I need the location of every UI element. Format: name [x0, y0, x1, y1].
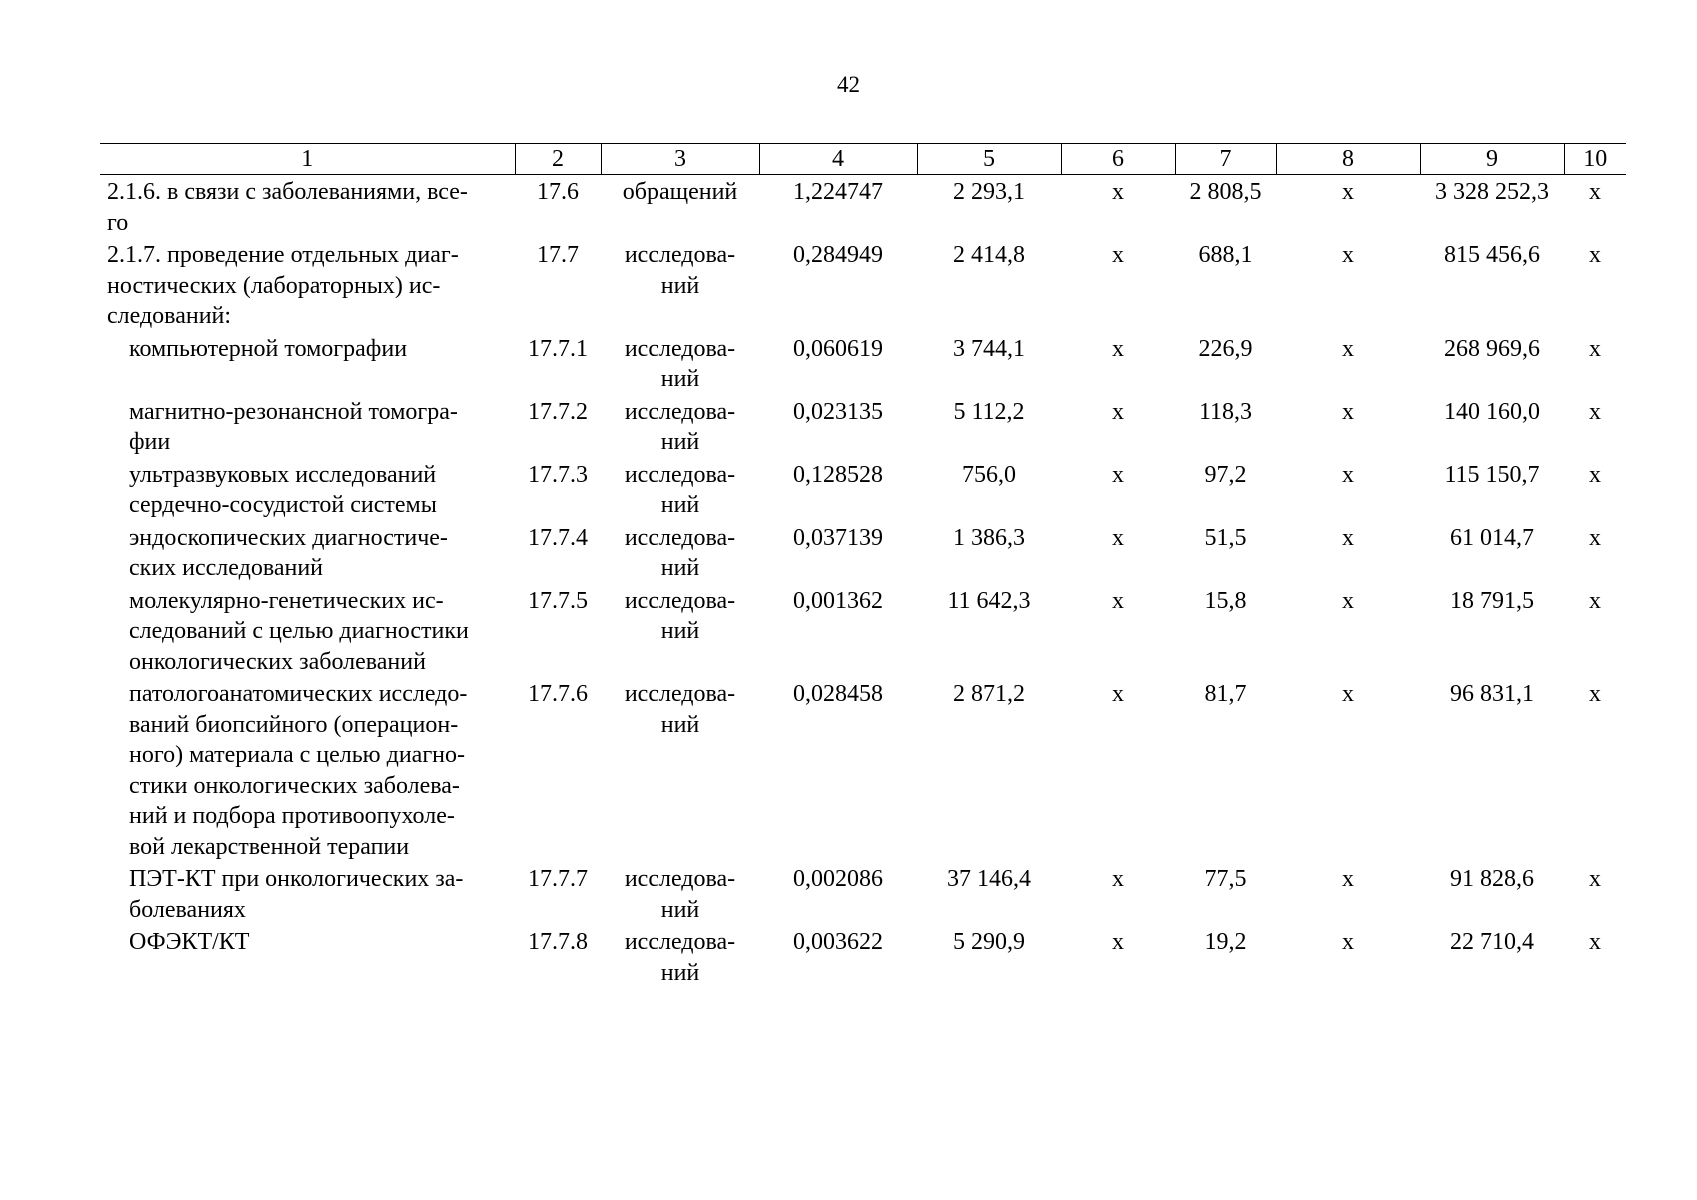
row-name: молекулярно-генетических ис- следований с целью диагностики онкологических заболеваний	[129, 587, 469, 675]
row-name-cell	[100, 238, 515, 332]
cell-c7: 226,9	[1198, 335, 1253, 362]
cell-c8: х	[1342, 587, 1354, 614]
cell-c10: х	[1589, 242, 1601, 268]
cell-c9: 268 969,6	[1444, 335, 1540, 362]
column-header: 1	[100, 144, 515, 175]
cell-unit: исследова- ний	[624, 524, 736, 581]
cell-c10: х	[1589, 335, 1601, 362]
row-name-cell	[100, 521, 515, 584]
cell-c5: 2 293,1	[953, 179, 1025, 205]
cell-c10: х	[1589, 461, 1601, 488]
cell-c10: х	[1589, 681, 1601, 707]
cell-c5: 3 744,1	[953, 335, 1025, 362]
row-name-cell	[100, 925, 515, 988]
table-row	[100, 458, 1626, 521]
cell-unit: исследова- ний	[624, 929, 736, 986]
cell-c6: х	[1112, 866, 1124, 892]
cell-c9: 91 828,6	[1450, 866, 1534, 892]
column-header: 7	[1175, 144, 1276, 175]
row-name: 2.1.6. в связи с заболеваниями, все- го	[107, 179, 468, 236]
cell-c4: 0,128528	[793, 461, 883, 488]
cell-c5: 5 112,2	[953, 398, 1025, 425]
row-name: компьютерной томографии	[129, 335, 408, 362]
cell-c4: 1,224747	[793, 179, 883, 205]
cell-c4: 0,002086	[793, 866, 883, 892]
row-name: 2.1.7. проведение отдельных диаг- ностических (лабораторных) ис- следований:	[107, 242, 459, 329]
table-row	[100, 175, 1626, 239]
row-name: ПЭТ-КТ при онкологических за- болеваниях	[129, 866, 464, 923]
cell-code: 17.7.1	[528, 335, 588, 362]
cell-c6: х	[1112, 398, 1124, 425]
cell-c7: 81,7	[1204, 681, 1247, 707]
row-name-cell	[100, 332, 515, 395]
cell-c9: 22 710,4	[1450, 929, 1534, 955]
column-header: 5	[917, 144, 1061, 175]
row-name-cell	[100, 677, 515, 862]
cell-c7: 97,2	[1204, 461, 1247, 488]
cell-c8: х	[1342, 242, 1354, 268]
row-name: патологоанатомических исследо- ваний биопсийного (операцион- ного) материала с целью диагно- стики онкологических заболева- ний и подбора противоопухоле- вой лекарственной терапии	[129, 681, 468, 860]
data-table	[100, 143, 1626, 988]
table-row	[100, 238, 1626, 332]
cell-c6: х	[1112, 461, 1124, 488]
cell-code: 17.6	[537, 179, 579, 205]
cell-c6: х	[1112, 929, 1124, 955]
cell-c10: х	[1589, 524, 1601, 551]
cell-c9: 140 160,0	[1444, 398, 1540, 425]
cell-code: 17.7.8	[528, 929, 588, 955]
cell-code: 17.7.3	[528, 461, 588, 488]
row-name: ультразвуковых исследований сердечно-сосудистой системы	[129, 461, 437, 518]
column-header: 9	[1420, 144, 1564, 175]
table-row	[100, 521, 1626, 584]
cell-c5: 37 146,4	[947, 866, 1031, 892]
cell-unit: исследова- ний	[624, 461, 736, 518]
cell-c9: 18 791,5	[1450, 587, 1534, 614]
row-name-cell	[100, 862, 515, 925]
cell-c8: х	[1342, 866, 1354, 892]
cell-c8: х	[1342, 461, 1354, 488]
cell-c9: 61 014,7	[1450, 524, 1534, 551]
cell-c5: 11 642,3	[947, 587, 1031, 614]
table-row	[100, 862, 1626, 925]
cell-c5: 5 290,9	[953, 929, 1025, 955]
cell-c9: 96 831,1	[1450, 681, 1534, 707]
cell-unit: исследова- ний	[624, 866, 736, 923]
cell-unit: обращений	[622, 179, 738, 205]
cell-unit: исследова- ний	[624, 398, 736, 455]
cell-code: 17.7	[537, 242, 579, 268]
column-header: 10	[1564, 144, 1626, 175]
row-name-cell	[100, 175, 515, 239]
cell-c10: х	[1589, 866, 1601, 892]
cell-c9: 815 456,6	[1444, 242, 1540, 268]
cell-c5: 2 871,2	[953, 681, 1025, 707]
cell-c6: х	[1112, 681, 1124, 707]
column-number-row	[100, 144, 1626, 175]
cell-c8: х	[1342, 929, 1354, 955]
row-name-cell	[100, 584, 515, 678]
table-row	[100, 677, 1626, 862]
cell-c8: х	[1342, 335, 1354, 362]
cell-c6: х	[1112, 242, 1124, 268]
column-header: 8	[1276, 144, 1420, 175]
cell-code: 17.7.6	[528, 681, 588, 707]
cell-c10: х	[1589, 587, 1601, 614]
cell-unit: исследова- ний	[624, 681, 736, 738]
cell-c9: 115 150,7	[1444, 461, 1540, 488]
cell-c4: 0,003622	[793, 929, 883, 955]
cell-c4: 0,037139	[793, 524, 883, 551]
cell-c7: 118,3	[1198, 398, 1253, 425]
cell-c6: х	[1112, 587, 1124, 614]
column-header: 3	[601, 144, 759, 175]
cell-code: 17.7.2	[528, 398, 588, 425]
table-row	[100, 925, 1626, 988]
cell-c6: х	[1112, 335, 1124, 362]
cell-c7: 2 808,5	[1189, 179, 1262, 205]
page-number: 42	[837, 72, 860, 97]
cell-c4: 0,023135	[793, 398, 883, 425]
cell-c5: 1 386,3	[953, 524, 1025, 551]
cell-code: 17.7.5	[528, 587, 588, 614]
table-row	[100, 395, 1626, 458]
cell-unit: исследова- ний	[624, 335, 736, 392]
cell-c8: х	[1342, 524, 1354, 551]
row-name: магнитно-резонансной томогра- фии	[129, 398, 458, 455]
cell-c8: х	[1342, 398, 1354, 425]
cell-c10: х	[1589, 398, 1601, 425]
row-name-cell	[100, 458, 515, 521]
cell-c7: 15,8	[1204, 587, 1247, 614]
cell-code: 17.7.7	[528, 866, 588, 892]
cell-c8: х	[1342, 681, 1354, 707]
cell-code: 17.7.4	[528, 524, 588, 551]
row-name-cell	[100, 395, 515, 458]
table-row	[100, 332, 1626, 395]
cell-c10: х	[1589, 179, 1601, 205]
cell-c5: 2 414,8	[953, 242, 1025, 268]
cell-c4: 0,284949	[793, 242, 883, 268]
cell-c10: х	[1589, 929, 1601, 955]
column-header: 2	[515, 144, 601, 175]
cell-c7: 688,1	[1198, 242, 1253, 268]
cell-c7: 77,5	[1204, 866, 1247, 892]
cell-c6: х	[1112, 179, 1124, 205]
cell-unit: исследова- ний	[624, 242, 736, 299]
cell-unit: исследова- ний	[624, 587, 736, 644]
cell-c4: 0,028458	[793, 681, 883, 707]
table-body	[100, 175, 1626, 989]
cell-c4: 0,060619	[793, 335, 883, 362]
column-header: 4	[759, 144, 917, 175]
table-row	[100, 584, 1626, 678]
cell-c8: х	[1342, 179, 1354, 205]
column-header: 6	[1061, 144, 1175, 175]
cell-c5: 756,0	[962, 461, 1016, 488]
cell-c6: х	[1112, 524, 1124, 551]
cell-c7: 51,5	[1204, 524, 1247, 551]
cell-c9: 3 328 252,3	[1435, 179, 1549, 205]
cell-c4: 0,001362	[793, 587, 883, 614]
row-name: эндоскопических диагностиче- ских исследований	[129, 524, 448, 581]
cell-c7: 19,2	[1204, 929, 1247, 955]
row-name: ОФЭКТ/КТ	[129, 929, 250, 955]
